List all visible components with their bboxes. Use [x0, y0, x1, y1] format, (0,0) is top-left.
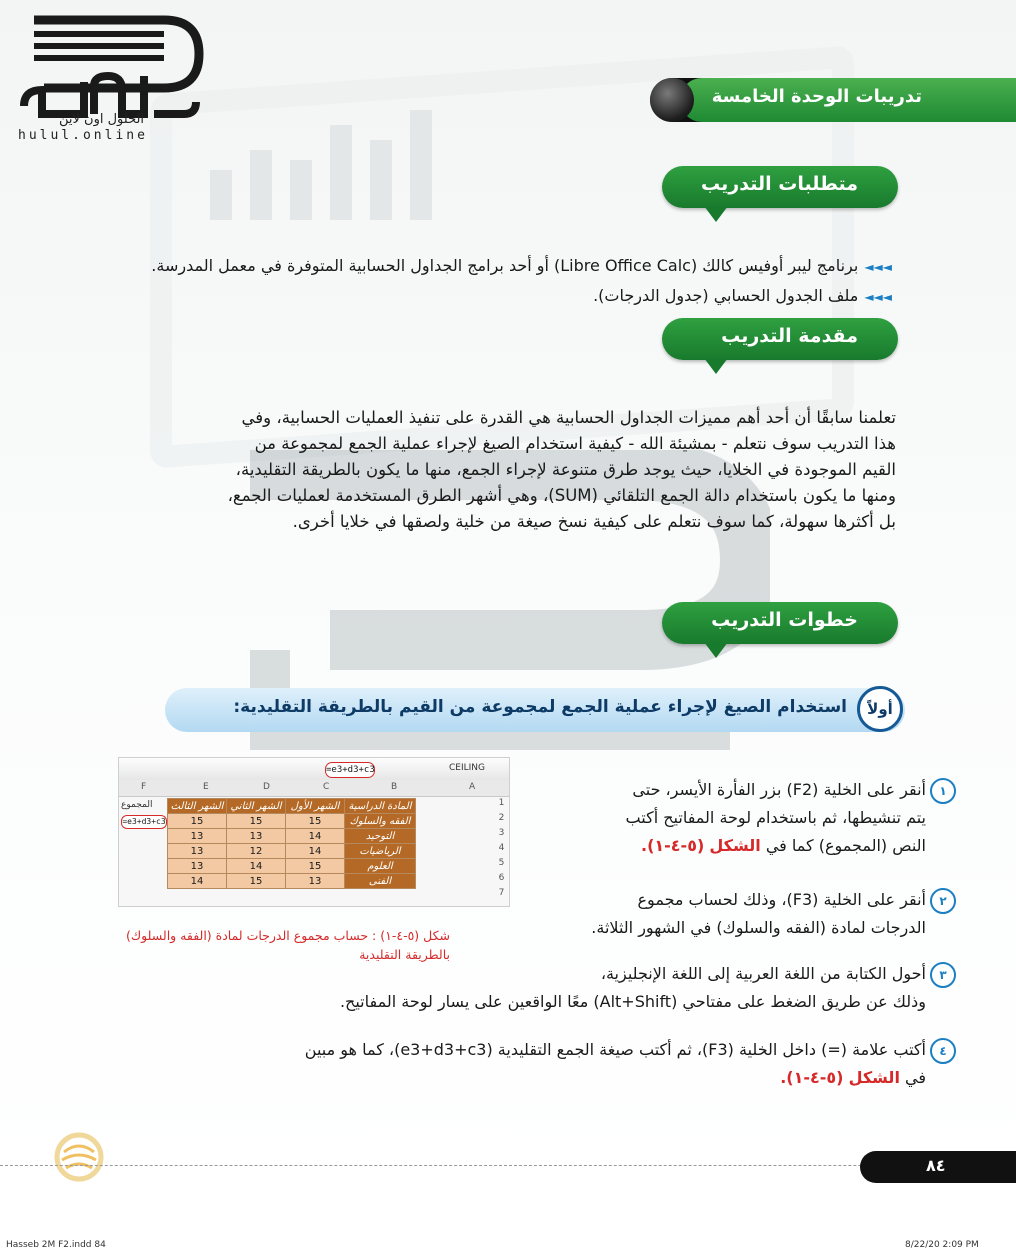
section-steps-title: خطوات التدريب: [711, 609, 858, 631]
table-row: [168, 829, 416, 844]
requirement-item-2: [593, 286, 892, 305]
section-intro-title: مقدمة التدريب: [721, 325, 858, 347]
row-number: 2: [498, 813, 505, 823]
step-2: [591, 886, 947, 942]
section-steps-header: [662, 602, 898, 644]
step-text: وذلك عن طريق الضغط على مفتاحي (Alt+Shift) معًا الواقعين على يسار لوحة المفاتيح.: [339, 992, 926, 1011]
step-text: النص (المجموع) كما في: [765, 836, 926, 855]
row-number: 6: [498, 873, 505, 883]
step-text: الدرجات لمادة (الفقه والسلوك) في الشهور الثلاثة.: [591, 918, 926, 937]
spreadsheet-figure: [118, 757, 510, 907]
formula-bar: [119, 758, 509, 781]
step-text: أحول الكتابة من اللغة العربية إلى اللغة الإنجليزية،: [600, 964, 926, 983]
grade-cell: 13: [227, 829, 286, 844]
sum-label-cell: المجموع: [121, 800, 153, 810]
step-number-badge: ٤: [930, 1038, 956, 1064]
header-cell: المادة الدراسية: [345, 799, 416, 814]
row-number: 3: [498, 828, 505, 838]
part-one-banner: [165, 688, 905, 732]
intro-line: تعلمنا سابقًا أن أحد أهم مميزات الجداول الحسابية هي القدرة على تنفيذ العمليات الحسابية، وفي: [241, 408, 896, 427]
part-one-title: استخدام الصيغ لإجراء عملية الجمع لمجموعة من القيم بالطريقة التقليدية:: [233, 697, 847, 717]
grade-cell: 14: [168, 874, 227, 889]
page-number-tab: [860, 1151, 1016, 1183]
requirement-item-1: [151, 256, 892, 275]
logo-subtitle: الحلول اون لاين: [58, 112, 145, 127]
unit-banner-title: تدريبات الوحدة الخامسة: [711, 86, 922, 107]
row-number: 1: [498, 798, 505, 808]
table-row: [168, 844, 416, 859]
logo-url: hulul.online: [18, 128, 148, 143]
row-numbers: [494, 798, 509, 903]
table-row: [168, 874, 416, 889]
figure-ref-word: الشكل: [709, 836, 761, 855]
step-3: [339, 960, 947, 1016]
figure-caption: شكل (٥-٤-١) : حساب مجموع الدرجات لمادة (الفقه والسلوك) بالطريقة التقليدية: [125, 928, 450, 962]
step-number-badge: ١: [930, 778, 956, 804]
grade-cell: 15: [227, 814, 286, 829]
requirement-text-2: ملف الجدول الحسابي (جدول الدرجات).: [593, 286, 859, 305]
step-text: في: [905, 1068, 926, 1087]
grade-cell: 13: [286, 874, 345, 889]
figure-ref: (٥-٤-١).: [780, 1068, 844, 1087]
part-one-badge: أولاً: [857, 686, 903, 732]
step-1: [625, 776, 947, 860]
row-number: 7: [498, 888, 505, 898]
grade-cell: 15: [227, 874, 286, 889]
grade-cell: 15: [168, 814, 227, 829]
row-number: 5: [498, 858, 505, 868]
table-row: [168, 814, 416, 829]
step-4: [304, 1036, 947, 1092]
column-letter: C: [323, 782, 330, 792]
subject-cell: الرياضيات: [345, 844, 416, 859]
column-letter: B: [391, 782, 398, 792]
step-number-badge: ٣: [930, 962, 956, 988]
grade-cell: 13: [168, 829, 227, 844]
step-text: يتم تنشيطها، ثم باستخدام لوحة المفاتيح أكتب: [625, 808, 926, 827]
grade-cell: 14: [227, 859, 286, 874]
intro-line: القيم الموجودة في الخلايا، حيث يوجد طرق متنوعة لإجراء الجمع، منها ما يكون بالطريقة التقليدية،: [235, 460, 896, 479]
figure-ref: (٥-٤-١).: [640, 836, 705, 855]
publisher-swirl-icon: [52, 1130, 106, 1184]
grade-cell: 15: [286, 814, 345, 829]
section-requirements-header: [662, 166, 898, 208]
arrows-bullet-icon: ◄◄◄: [864, 290, 892, 304]
background-bars-graphic: [210, 100, 490, 220]
grade-cell: 13: [168, 844, 227, 859]
grade-cell: 12: [227, 844, 286, 859]
print-slug-left: Hasseb 2M F2.indd 84: [6, 1240, 106, 1250]
intro-line: ومنها ما يكون باستخدام دالة الجمع التلقائي (SUM)، وهي أشهر الطرق المستخدمة لعمليات الجمع،: [227, 486, 896, 505]
grade-cell: 14: [286, 844, 345, 859]
step-number-badge: ٢: [930, 888, 956, 914]
step-text: أكتب علامة (=) داخل الخلية (F3)، ثم أكتب صيغة الجمع التقليدية (e3+d3+c3)، كما هو مبين: [304, 1040, 926, 1059]
row-number: 4: [498, 843, 505, 853]
column-headers: [119, 780, 509, 797]
column-letter: D: [263, 782, 270, 792]
subject-cell: العلوم: [345, 859, 416, 874]
column-letter: F: [141, 782, 147, 792]
section-intro-header: [662, 318, 898, 360]
requirement-text-1: برنامج ليبر أوفيس كالك (Libre Office Calc) أو أحد برامج الجداول الحسابية المتوفرة في معمل المدرسة.: [151, 256, 859, 275]
table-row: [168, 859, 416, 874]
grade-cell: 15: [286, 859, 345, 874]
print-slug-right: 8/22/20 2:09 PM: [905, 1240, 979, 1250]
grades-table: [167, 798, 416, 889]
table-header-row: [168, 799, 416, 814]
intro-paragraph: [120, 405, 896, 535]
arrows-bullet-icon: ◄◄◄: [864, 260, 892, 274]
subject-cell: التوحيد: [345, 829, 416, 844]
function-name: CEILING: [449, 763, 485, 773]
step-text: أنقر على الخلية (F3)، وذلك لحساب مجموع: [637, 890, 926, 909]
section-requirements-title: متطلبات التدريب: [701, 173, 858, 195]
subject-cell: الفقه والسلوك: [345, 814, 416, 829]
figure-ref-word: الشكل: [848, 1068, 900, 1087]
unit-banner: [650, 78, 1016, 122]
header-cell: الشهر الثاني: [227, 799, 286, 814]
page-number: ٨٤: [926, 1156, 946, 1175]
f3-formula-cell: =e3+d3+c3: [121, 815, 167, 829]
grade-cell: 14: [286, 829, 345, 844]
intro-line: هذا التدريب سوف نتعلم - بمشيئة الله - كيفية استخدام الصيغ لإجراء عملية الجمع لمجموعة من: [254, 434, 896, 453]
grade-cell: 13: [168, 859, 227, 874]
step-text: أنقر على الخلية (F2) بزر الفأرة الأيسر، حتى: [632, 780, 926, 799]
column-letter: A: [469, 782, 476, 792]
header-cell: الشهر الثالث: [168, 799, 227, 814]
formula-bubble: =e3+d3+c3: [325, 762, 375, 778]
banner-cap-icon: [650, 78, 694, 122]
column-letter: E: [203, 782, 209, 792]
header-cell: الشهر الأول: [286, 799, 345, 814]
intro-line: بل أكثرها سهولة، كما سوف نتعلم على كيفية نسخ صيغة من خلية ولصقها في خلايا أخرى.: [292, 512, 896, 531]
subject-cell: الفنى: [345, 874, 416, 889]
